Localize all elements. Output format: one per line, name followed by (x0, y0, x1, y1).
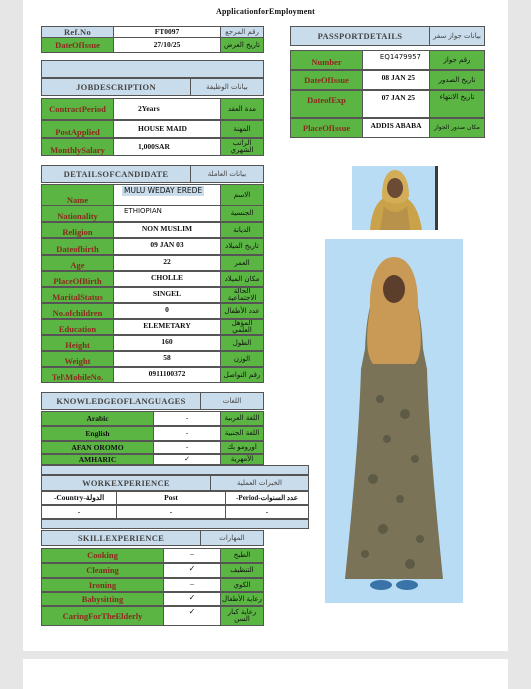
application-page (23, 0, 508, 651)
candidate-value: 58 (113, 351, 221, 367)
skill-label: CaringForTheElderly (41, 606, 164, 626)
passport-number-ar: رقم جواز (429, 50, 485, 70)
skill-label: Babysitting (41, 592, 164, 606)
skill-label: Ironing (41, 578, 164, 592)
candidate-label-ar: عدد الأطفال (220, 303, 264, 319)
passport-number-value: EQ1479957 (362, 50, 430, 70)
work-heading-ar: الخبرات العملية (210, 475, 309, 491)
passport-exp-ar: تاريخ الانتهاء (429, 90, 485, 118)
name-highlight: MULU WEDAY EREDE (124, 186, 203, 195)
portrait-photo (352, 166, 438, 230)
skill-label-ar: التنظيف (220, 563, 264, 578)
candidate-label: Tel\MobileNo. (41, 367, 114, 383)
candidate-label: PlaceOfBirth (41, 271, 114, 287)
candidate-label: Religion (41, 222, 114, 238)
candidate-label-ar: الطول (220, 335, 264, 351)
spacer-row (41, 519, 309, 529)
passport-heading-ar: بيانات جواز سفر (429, 26, 485, 46)
skill-level: – (163, 578, 221, 592)
passport-exp-label: DateofExp (290, 90, 363, 118)
work-cell-country: - (41, 505, 117, 519)
language-label: AMHARIC (41, 454, 154, 465)
candidate-value: CHOLLE (113, 271, 221, 287)
language-label: English (41, 426, 154, 441)
candidate-label-ar: رقم التواصل (220, 367, 264, 383)
language-level: - (153, 426, 221, 441)
salary-value: 1,000SAR (113, 138, 221, 156)
date-issue-ar: تاريخ العرض (220, 37, 264, 53)
work-col-post: Post (116, 491, 226, 505)
candidate-label-ar: الحالة الاجتماعية (220, 287, 264, 303)
candidate-value: ELEMETARY (113, 319, 221, 335)
work-cell-post: - (116, 505, 226, 519)
work-col-country: -Country-الدولة (41, 491, 117, 505)
full-body-photo (325, 239, 463, 603)
post-value: HOUSE MAID (113, 120, 221, 138)
candidate-value (113, 184, 221, 206)
work-cell-period: - (225, 505, 309, 519)
skill-label-ar: رعاية الأطفال (220, 592, 264, 606)
candidate-value: 09 JAN 03 (113, 238, 221, 255)
passport-issue-label: DateOfIssue (290, 70, 363, 90)
page-title: ApplicationforEmployment (215, 7, 316, 16)
language-label-ar: الأمهرية (220, 454, 264, 465)
skill-label-ar: الطبخ (220, 548, 264, 563)
next-page-edge (23, 659, 508, 689)
salary-ar: الراتب الشهري (220, 138, 264, 156)
passport-place-ar: مكان صدور الجواز (429, 118, 485, 138)
contract-label: ContractPeriod (41, 98, 114, 120)
spacer-row (41, 465, 309, 475)
candidate-value: 22 (113, 255, 221, 271)
candidate-label: No.ofchildren (41, 303, 114, 319)
candidate-value: 160 (113, 335, 221, 351)
candidate-value: 0911100372 (113, 367, 221, 383)
date-issue-value: 27/10/25 (113, 37, 221, 53)
skill-label-ar: رعاية كبار السن (220, 606, 264, 626)
language-label-ar: اللغة الجنبية (220, 426, 264, 441)
candidate-heading-ar: بيانات العاملة (190, 165, 264, 183)
candidate-label-ar: المؤهل العلمي (220, 319, 264, 335)
candidate-label: Name (41, 184, 114, 206)
salary-label: MonthlySalary (41, 138, 114, 156)
ref-value: FT0097 (113, 26, 221, 38)
contract-ar: مدة العقد (220, 98, 264, 120)
candidate-label: Dateofbirth (41, 238, 114, 255)
language-level: - (153, 411, 221, 426)
spacer-row (41, 60, 264, 78)
job-heading-ar: بيانات الوظيفة (190, 78, 264, 96)
candidate-label: Nationality (41, 205, 114, 222)
candidate-heading: DETAILSOFCANDIDATE (41, 165, 191, 183)
candidate-label-ar: مكان الميلاد (220, 271, 264, 287)
skill-level: – (163, 548, 221, 563)
candidate-label: Education (41, 319, 114, 335)
skills-heading-ar: المهارات (200, 530, 264, 546)
skill-label: Cooking (41, 548, 164, 563)
candidate-label: Weight (41, 351, 114, 367)
language-label-ar: اورومو بك (220, 441, 264, 454)
language-level: ✓ (153, 454, 221, 465)
language-label-ar: اللغة العربية (220, 411, 264, 426)
candidate-value: 0 (113, 303, 221, 319)
contract-value: 2Years (113, 98, 221, 120)
passport-heading: PASSPORTDETAILS (290, 26, 430, 46)
date-issue-label: DateOfIssue (41, 37, 114, 53)
candidate-label-ar: تاريخ الميلاد (220, 238, 264, 255)
languages-heading-ar: اللغات (200, 392, 264, 410)
candidate-label: MaritalStatus (41, 287, 114, 303)
language-label: Arabic (41, 411, 154, 426)
candidate-label-ar: العمر (220, 255, 264, 271)
candidate-value: NON MUSLIM (113, 222, 221, 238)
candidate-label-ar: الوزن (220, 351, 264, 367)
passport-exp-value: 07 JAN 25 (362, 90, 430, 118)
ref-label-ar: رقم المرجع (220, 26, 264, 38)
skills-heading: SKILLEXPERIENCE (41, 530, 201, 546)
language-label: AFAN OROMO (41, 441, 154, 454)
candidate-value: ETHIOPIAN (113, 205, 221, 222)
language-level: - (153, 441, 221, 454)
candidate-value: SINGEL (113, 287, 221, 303)
skill-label: Cleaning (41, 563, 164, 578)
languages-heading: KNOWLEDGEOFLANGUAGES (41, 392, 201, 410)
skill-level: ✓ (163, 606, 221, 626)
passport-place-value: ADDIS ABABA (362, 118, 430, 138)
candidate-label: Age (41, 255, 114, 271)
passport-number-label: Number (290, 50, 363, 70)
passport-issue-ar: تاريخ الصدور (429, 70, 485, 90)
candidate-label: Height (41, 335, 114, 351)
job-heading: JOBDESCRIPTION (41, 78, 191, 96)
candidate-label-ar: الجنسية (220, 205, 264, 222)
post-label: PostApplied (41, 120, 114, 138)
passport-issue-value: 08 JAN 25 (362, 70, 430, 90)
work-heading: WORKEXPERIENCE (41, 475, 211, 491)
skill-label-ar: الكوي (220, 578, 264, 592)
candidate-label-ar: الاسم (220, 184, 264, 206)
skill-level: ✓ (163, 563, 221, 578)
candidate-label-ar: الديانة (220, 222, 264, 238)
passport-place-label: PlaceOfIssue (290, 118, 363, 138)
work-col-period: -Period-عدد السنوات (225, 491, 309, 505)
ref-label: Ref.No (41, 26, 114, 38)
post-ar: المهنة (220, 120, 264, 138)
skill-level: ✓ (163, 592, 221, 606)
